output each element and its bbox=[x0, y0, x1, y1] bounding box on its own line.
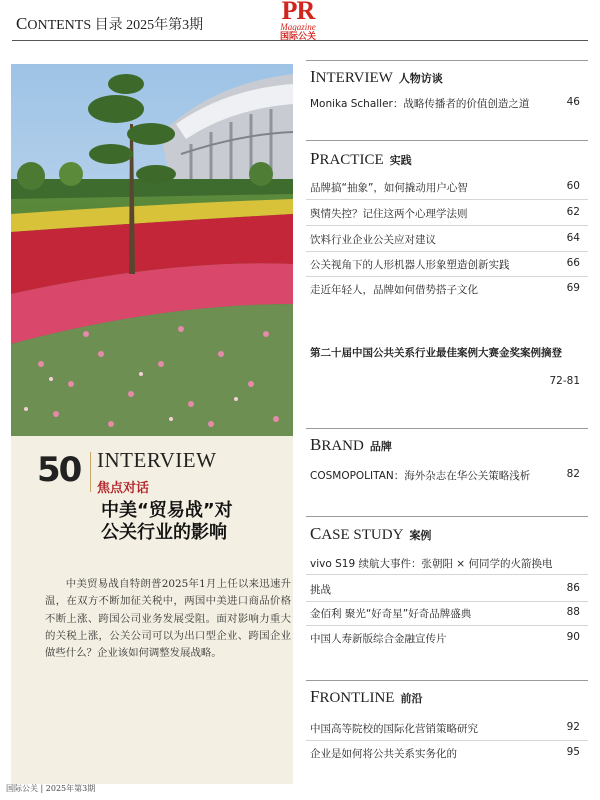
award-cases-title[interactable]: 第二十届中国公共关系行业最佳案例大赛金奖案例摘登 bbox=[310, 347, 562, 359]
item-divider bbox=[306, 199, 588, 200]
logo-pr: PR bbox=[281, 0, 315, 25]
brand-rule bbox=[306, 428, 588, 429]
toc-item-page: 88 bbox=[566, 606, 580, 618]
toc-item-practice-3[interactable] bbox=[310, 232, 580, 247]
frontline-en-cap: F bbox=[310, 687, 320, 706]
item-divider bbox=[306, 251, 588, 252]
toc-item-interview-1[interactable] bbox=[310, 96, 580, 111]
practice-en: RACTICE bbox=[319, 152, 384, 168]
frontline-cn: 前沿 bbox=[400, 692, 423, 705]
toc-item-page: 46 bbox=[566, 96, 580, 108]
frontline-en: RONTLINE bbox=[319, 690, 395, 706]
toc-item-title: Monika Schaller：战略传播者的价值创造之道 bbox=[310, 98, 530, 110]
interview-en: NTERVIEW bbox=[315, 70, 393, 86]
stadium-garden-photo bbox=[11, 64, 293, 436]
toc-item-page: 60 bbox=[566, 180, 580, 192]
contents-label: ONTENTS bbox=[27, 18, 92, 33]
brand-en-cap: B bbox=[310, 435, 322, 454]
masthead bbox=[16, 14, 203, 34]
toc-item-practice-1[interactable] bbox=[310, 180, 580, 195]
toc-item-practice-5[interactable] bbox=[310, 282, 580, 297]
page-footer: 国际公关 | 2025年第3期 bbox=[6, 784, 96, 793]
toc-item-practice-4[interactable] bbox=[310, 257, 580, 272]
feature-page-number: 50 bbox=[37, 450, 81, 490]
section-practice-header bbox=[310, 149, 412, 169]
toc-item-page: 64 bbox=[566, 232, 580, 244]
toc-item-title: 品牌搞“抽象”，如何撬动用户心智 bbox=[310, 182, 468, 194]
toc-item-page: 66 bbox=[566, 257, 580, 269]
toc-item-title: 舆情失控？记住这两个心理学法则 bbox=[310, 208, 468, 220]
toc-item-page: 90 bbox=[566, 631, 580, 643]
issue-label: 2025年第3期 bbox=[126, 18, 204, 33]
toc-item-page: 69 bbox=[566, 282, 580, 294]
item-divider bbox=[306, 574, 588, 575]
section-frontline-header bbox=[310, 687, 422, 707]
toc-item-page: 92 bbox=[566, 721, 580, 733]
interview-rule bbox=[306, 60, 588, 61]
header-rule bbox=[12, 40, 588, 41]
toc-item-frontline-1[interactable] bbox=[310, 721, 580, 736]
feature-title-line1: 中美“贸易战”对 bbox=[101, 500, 233, 521]
section-case-study-header bbox=[310, 524, 431, 544]
logo-magazine: Magazine bbox=[280, 22, 316, 32]
practice-en-cap: P bbox=[310, 149, 320, 168]
toc-item-title: 金佰利 聚光“好奇星”好奇品牌盛典 bbox=[310, 608, 472, 620]
logo-cn: 国际公关 bbox=[279, 32, 316, 42]
feature-title[interactable] bbox=[101, 500, 286, 544]
feature-label-en: INTERVIEW bbox=[97, 448, 217, 472]
toc-item-case-1[interactable] bbox=[310, 556, 580, 571]
brand-en: RAND bbox=[321, 438, 364, 454]
feature-divider bbox=[90, 452, 91, 492]
frontline-rule bbox=[306, 680, 588, 681]
feature-title-line2: 公关行业的影响 bbox=[101, 522, 227, 543]
toc-item-title: 挑战 bbox=[310, 584, 331, 596]
interview-en-cap: I bbox=[310, 67, 316, 86]
section-brand-header bbox=[310, 435, 392, 455]
case-study-en: ASE STUDY bbox=[321, 527, 404, 543]
toc-item-practice-2[interactable] bbox=[310, 206, 580, 221]
pr-magazine-logo bbox=[272, 0, 324, 43]
interview-cn: 人物访谈 bbox=[398, 72, 443, 85]
section-interview-header bbox=[310, 67, 443, 87]
toc-item-page: 62 bbox=[566, 206, 580, 218]
toc-item-title: 中国高等院校的国际化营销策略研究 bbox=[310, 723, 478, 735]
toc-item-frontline-2[interactable] bbox=[310, 746, 580, 761]
toc-item-case-2[interactable] bbox=[310, 606, 580, 621]
item-divider bbox=[306, 276, 588, 277]
case-study-rule bbox=[306, 516, 588, 517]
toc-item-page: 82 bbox=[566, 468, 580, 480]
toc-item-brand-1[interactable] bbox=[310, 468, 580, 483]
award-cases-pages: 72-81 bbox=[549, 375, 580, 387]
toc-item-title: vivo S19 续航大事件：张朝阳 × 何同学的火箭换电 bbox=[310, 558, 553, 570]
toc-item-title: 饮料行业企业公关应对建议 bbox=[310, 234, 436, 246]
toc-item-title: 企业是如何将公共关系实务化的 bbox=[310, 748, 457, 760]
case-study-en-cap: C bbox=[310, 524, 322, 543]
feature-body: 中美贸易战自特朗普2025年1月上任以来迅速升温，在双方不断加征关税中，两国中美进口商品价格不断上涨、跨国公司业务发展受阻。面对影响力重大的关税上涨，公关公司可以为出口型企业、跨国企业做些什么？企业该如何调整发展战略。 bbox=[45, 578, 291, 660]
feature-label-cn: 焦点对话 bbox=[97, 481, 150, 496]
toc-item-title: COSMOPOLITAN：海外杂志在华公关策略浅析 bbox=[310, 470, 531, 482]
toc-item-title: 公关视角下的人形机器人形象塑造创新实践 bbox=[310, 259, 510, 271]
item-divider bbox=[306, 740, 588, 741]
toc-item-title: 走近年轻人，品牌如何借势搭子文化 bbox=[310, 284, 478, 296]
mulu-label: 目录 bbox=[94, 18, 123, 33]
toc-item-page: 86 bbox=[566, 582, 580, 594]
case-study-cn: 案例 bbox=[409, 529, 432, 542]
brand-cn: 品牌 bbox=[369, 440, 392, 453]
practice-cn: 实践 bbox=[389, 154, 412, 167]
item-divider bbox=[306, 225, 588, 226]
toc-item-page: 95 bbox=[566, 746, 580, 758]
toc-item-title: 中国人寿新版综合金融宣传片 bbox=[310, 633, 447, 645]
item-divider bbox=[306, 625, 588, 626]
contents-cap: C bbox=[16, 14, 28, 33]
toc-item-case-1-cont[interactable] bbox=[310, 582, 580, 597]
toc-item-case-3[interactable] bbox=[310, 631, 580, 646]
item-divider bbox=[306, 601, 588, 602]
practice-rule bbox=[306, 140, 588, 141]
feature-panel[interactable] bbox=[11, 436, 293, 784]
